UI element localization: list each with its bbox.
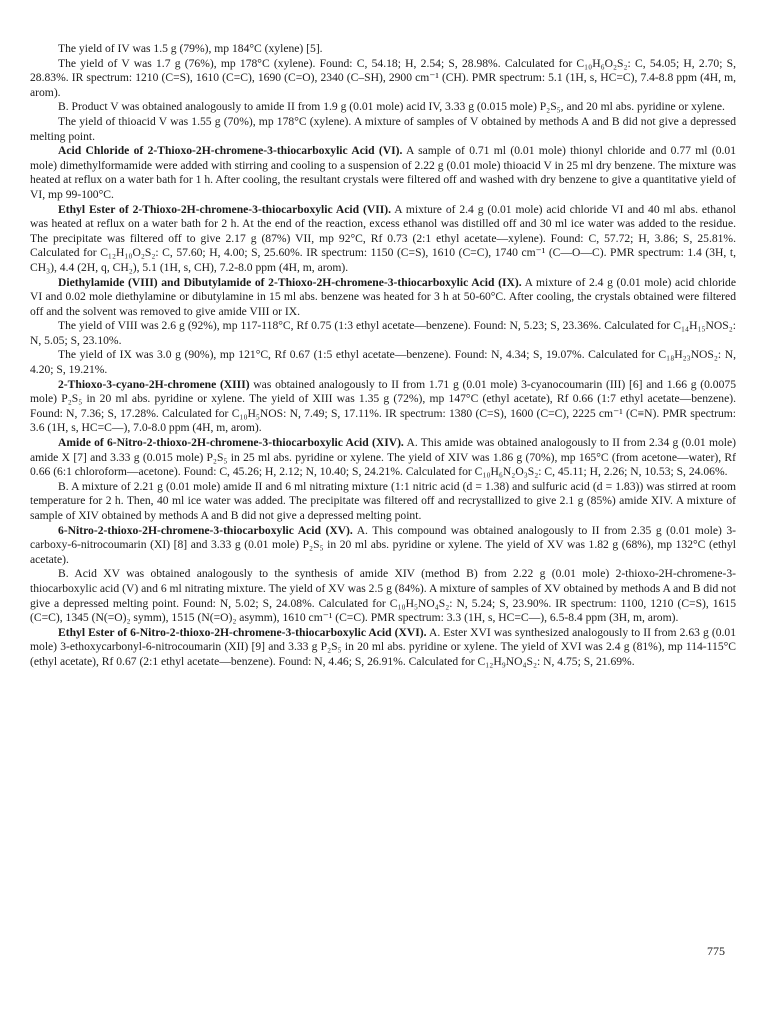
section-heading: Ethyl Ester of 2-Thioxo-2H-chromene-3-thiocarboxylic Acid (VII). — [58, 202, 391, 216]
section-heading: Diethylamide (VIII) and Dibutylamide of 2-Thioxo-2H-chromene-3-thiocarboxylic Acid (IX). — [58, 275, 522, 289]
paragraph-12: B. A mixture of 2.21 g (0.01 mole) amide II and 6 ml nitrating mixture (1:1 nitric acid (d = 1.38) and sulfuric acid (d = 1.83)) was stirred at room temperature for 2 h. Then, 40 ml ice water was added. The precipitate was filtered off and recrystallized to give 2.1 g (85%) amide XIV. A mixture of sample of XIV obtained by methods A and B did not give a depressed melting point. — [30, 479, 736, 522]
paragraph-7: Diethylamide (VIII) and Dibutylamide of 2-Thioxo-2H-chromene-3-thiocarboxylic Acid (IX). A mixture of 2.4 g (0.01 mole) acid chloride VI and 0.02 mole diethylamine or dibutylamine in 15 ml abs. benzene was heated for 3 h at 50-60°C. After cooling, the crystals obtained were filtered off and the solvent was removed to give amide VIII or IX. — [30, 275, 736, 318]
paragraph-11: Amide of 6-Nitro-2-thioxo-2H-chromene-3-thiocarboxylic Acid (XIV). A. This amide was obtained analogously to II from 2.34 g (0.01 mole) amide X [7] and 3.33 g (0.015 mole) P₂S₅ in 25 ml abs. pyridine or xylene. The yield of XIV was 1.86 g (70%), mp 165°C (from acetone—water), Rf 0.66 (6:1 chloroform—acetone). Found: C, 45.26; H, 2.12; N, 10.40; S, 24.21%. Calculated for C₁₀H₆N₂O₃S₂: C, 45.11; H, 2.26; N, 10.53; S, 24.06%. — [30, 436, 736, 479]
paragraph-6: Ethyl Ester of 2-Thioxo-2H-chromene-3-thiocarboxylic Acid (VII). A mixture of 2.4 g (0.01 mole) acid chloride VI and 40 ml abs. ethanol was heated at reflux on a water bath for 2 h. At the end of the reaction, excess ethanol was distilled off and 30 ml ice water was added to the residue. The precipitate was filtered off to give 2.17 g (87%) VII, mp 92°C, Rf 0.73 (2:1 ethyl acetate—xylene). Found: C, 57.72; H, 3.86; S, 25.81%. Calculated for C₁₂H₁₀O₂S₂: C, 57.60; H, 4.00; S, 25.60%. IR spectrum: 1150 (C=S), 1610 (C=C), 1740 cm⁻¹ (C—O—C). PMR spectrum: 1.4 (3H, t, CH₃), 4.4 (2H, q, CH₂), 5.1 (1H, s, CH), 7.2-8.0 ppm (4H, m, arom). — [30, 202, 736, 274]
section-heading: 2-Thioxo-3-cyano-2H-chromene (XIII) — [58, 377, 250, 391]
paragraph-3: B. Product V was obtained analogously to amide II from 1.9 g (0.01 mole) acid IV, 3.33 g (0.015 mole) P₂S₅, and 20 ml abs. pyridine or xylene. — [58, 100, 725, 114]
section-heading: 6-Nitro-2-thioxo-2H-chromene-3-thiocarboxylic Acid (XV). — [58, 523, 353, 537]
paragraph-8: The yield of VIII was 2.6 g (92%), mp 117-118°C, Rf 0.75 (1:3 ethyl acetate—benzene). Found: N, 5.23; S, 23.36%. Calculated for C₁₄H₁₅NOS₂: N, 5.05; S, 23.10%. — [30, 319, 736, 347]
paragraph-4: The yield of thioacid V was 1.55 g (70%), mp 178°C (xylene). A mixture of samples of V obtained by methods A and B did not give a depressed melting point. — [30, 114, 736, 143]
page-number: 775 — [707, 944, 725, 958]
paragraph-15: Ethyl Ester of 6-Nitro-2-thioxo-2H-chromene-3-thiocarboxylic Acid (XVI). A. Ester XVI was synthesized analogously to II from 2.63 g (0.01 mole) 3-ethoxycarbonyl-6-nitrocoumarin (XII) [9] and 3.33 g P₂S₅ in 20 ml abs. pyridine or xylene. The yield of XVI was 2.4 g (81%), mp 114-115°C (ethyl acetate), Rf 0.67 (2:1 ethyl acetate—benzene). Found: N, 4.46; S, 26.91%. Calculated for C₁₂H₉NO₄S₂: N, 4.75; S, 21.69%. — [30, 625, 736, 668]
section-heading: Ethyl Ester of 6-Nitro-2-thioxo-2H-chromene-3-thiocarboxylic Acid (XVI). — [58, 625, 427, 639]
paragraph-10: 2-Thioxo-3-cyano-2H-chromene (XIII) was obtained analogously to II from 1.71 g (0.01 mole) 3-cyanocoumarin (III) [6] and 1.66 g (0.0075 mole) P₂S₅ in 20 ml abs. pyridine or xylene. The yield of XIII was 1.35 g (72%), mp 147°C (ethyl acetate), Rf 0.66 (1:7 ethyl acetate—benzene). Found: N, 7.36; S, 17.28%. Calculated for C₁₀H₅NOS: N, 7.49; S, 17.11%. IR spectrum: 1380 (C=S), 1600 (C=C), 2225 cm⁻¹ (C≡N). PMR spectrum: 3.6 (1H, s, HC=C—), 7.0-8.0 ppm (4H, m, arom). — [30, 377, 736, 435]
paragraph-2: The yield of V was 1.7 g (76%), mp 178°C (xylene). Found: C, 54.18; H, 2.54; S, 28.98%. Calculated for C₁₀H₆O₂S₂: C, 54.05; H, 2.70; S, 28.83%. IR spectrum: 1210 (C=S), 1610 (C=C), 1690 (C=O), 2340 (C–SH), 2900 cm⁻¹ (CH). PMR spectrum: 5.1 (1H, s, HC=C), 7.4-8.8 ppm (4H, m, arom). — [30, 56, 736, 99]
section-heading: Amide of 6-Nitro-2-thioxo-2H-chromene-3-thiocarboxylic Acid (XIV). — [58, 436, 404, 450]
paragraph-1: The yield of IV was 1.5 g (79%), mp 184°C (xylene) [5]. — [58, 42, 323, 55]
paragraph-9: The yield of IX was 3.0 g (90%), mp 121°C, Rf 0.67 (1:5 ethyl acetate—benzene). Found: N, 4.34; S, 19.07%. Calculated for C₁₈H₂₃NOS₂: N, 4.20; S, 19.21%. — [30, 348, 736, 377]
paragraph-14: B. Acid XV was obtained analogously to the synthesis of amide XIV (method B) from 2.22 g (0.01 mole) 2-thioxo-2H-chromene-3-thiocarboxylic acid (V) and 6 ml nitrating mixture. The yield of XV was 2.5 g (84%). A mixture of samples of XV obtained by methods A and B did not give a depressed melting point. Found: N, 5.02; S, 24.08%. Calculated for C₁₀H₅NO₄S₂: N, 5.24; S, 23.90%. IR spectrum: 1100, 1210 (C=S), 1615 (C=C), 1345 (N(=O)₂ symm), 1515 (N(=O)₂ asymm), 1610 cm⁻¹ (C=C). PMR spectrum: 3.3 (1H, s, HC=C—), 6.5-8.4 ppm (3H, m, arom). — [30, 567, 736, 625]
paragraph-13: 6-Nitro-2-thioxo-2H-chromene-3-thiocarboxylic Acid (XV). A. This compound was obtained analogously to II from 2.35 g (0.01 mole) 3-carboxy-6-nitrocoumarin (XI) [8] and 3.33 g (0.01 mole) P₂S₅ in 20 ml abs. pyridine or xylene. The yield of XV was 1.82 g (68%), mp 132°C (ethyl acetate). — [30, 523, 736, 566]
article-body — [30, 42, 736, 670]
section-heading: Acid Chloride of 2-Thioxo-2H-chromene-3-thiocarboxylic Acid (VI). — [58, 144, 403, 158]
paragraph-5: Acid Chloride of 2-Thioxo-2H-chromene-3-thiocarboxylic Acid (VI). A sample of 0.71 ml (0.01 mole) thionyl chloride and 0.77 ml (0.01 mole) dimethylformamide were added with stirring and cooling to a suspension of 2.22 g (0.01 mole) thioacid V in 25 ml dry benzene. The mixture was heated at reflux on a water bath for 1 h. After cooling, the resultant crystals were filtered off and washed with dry benzene to give a quantitative yield of VI, mp 99-100°C. — [30, 144, 736, 201]
